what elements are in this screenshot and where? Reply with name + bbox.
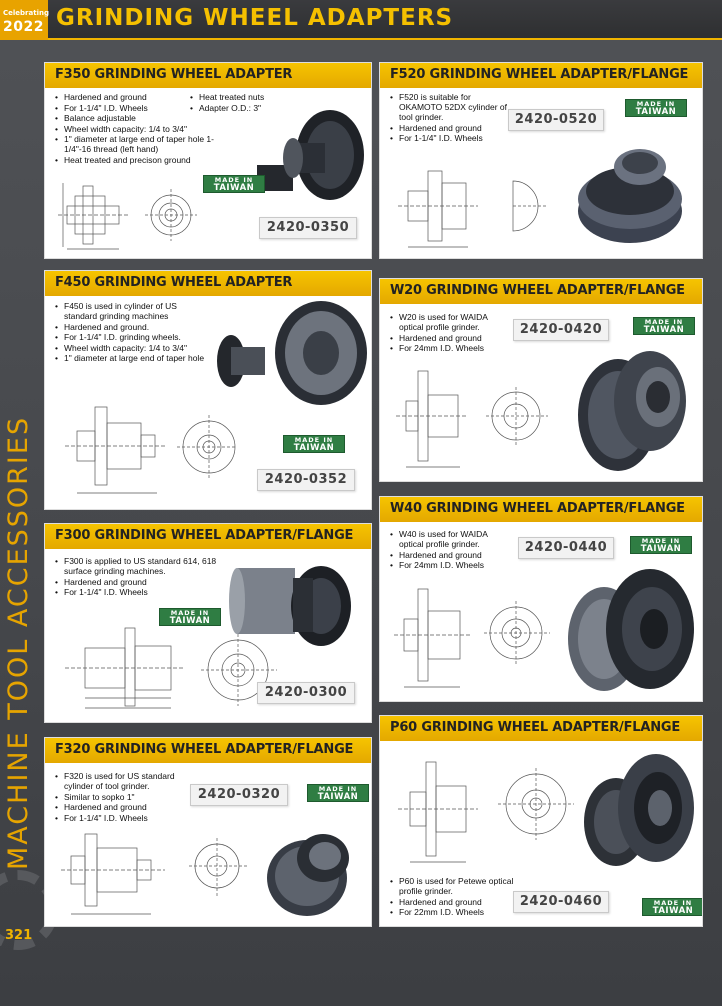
product-photo [576, 746, 700, 880]
product-photo [560, 139, 700, 257]
header-bar [0, 0, 722, 40]
feature-item: • Hardened and ground [390, 333, 510, 343]
product-code: 2420-0460 [513, 891, 609, 913]
feature-item: • Hardened and ground [55, 577, 235, 587]
product-panel-f300 [44, 523, 372, 723]
badge-line2: 2022 [3, 19, 44, 35]
made-in-taiwan-badge: MADE IN TAIWAN [630, 536, 692, 554]
feature-list [390, 92, 508, 144]
feature-item: • Hardened and ground. [55, 322, 205, 332]
panel-header [45, 524, 371, 549]
panel-header [380, 497, 702, 522]
feature-item: • For 1-1/4" I.D. grinding wheels. [55, 332, 205, 342]
technical-drawing [55, 826, 255, 924]
feature-item: • Wheel width capacity: 1/4 to 3/4" [55, 124, 255, 134]
panel-title: F350 GRINDING WHEEL ADAPTER [55, 67, 293, 82]
product-panel-w20 [379, 278, 703, 482]
product-panel-f520 [379, 62, 703, 259]
feature-list [55, 771, 185, 823]
panel-header [45, 738, 371, 763]
product-code: 2420-0440 [518, 537, 614, 559]
feature-item: • F520 is suitable for OKAMOTO 52DX cylinder of tool grinder. [390, 92, 508, 122]
feature-item: • Hardened and ground [390, 897, 514, 907]
panel-title: F320 GRINDING WHEEL ADAPTER/FLANGE [55, 742, 354, 757]
product-code: 2420-0320 [190, 784, 288, 806]
product-photo [203, 299, 371, 409]
feature-list [390, 876, 514, 918]
feature-list [55, 556, 235, 598]
feature-item: • W20 is used for WAIDA optical profile grinder. [390, 312, 510, 332]
panel-header [45, 271, 371, 296]
side-category-text: MACHINE TOOL ACCESSORIES [3, 415, 34, 870]
feature-item: • Balance adjustable [55, 113, 255, 123]
technical-drawing [53, 171, 203, 255]
feature-item: • F320 is used for US standard cylinder of tool grinder. [55, 771, 185, 791]
technical-drawing [57, 397, 237, 507]
feature-item: • 1" diameter at large end of taper hole 1-1/4"-16 thread (left hand) [55, 134, 230, 154]
product-photo [558, 343, 698, 477]
feature-item: • For 24mm I.D. Wheels [390, 560, 514, 570]
feature-item: • Hardened and ground [55, 92, 255, 102]
product-code: 2420-0520 [508, 109, 604, 131]
panel-title: W40 GRINDING WHEEL ADAPTER/FLANGE [390, 501, 685, 516]
product-code: 2420-0352 [257, 469, 355, 491]
panel-title: P60 GRINDING WHEEL ADAPTER/FLANGE [390, 720, 681, 735]
feature-item: • F300 is applied to US standard 614, 618 surface grinding machines. [55, 556, 235, 576]
technical-drawing [388, 581, 558, 697]
product-code: 2420-0300 [257, 682, 355, 704]
made-in-taiwan-badge: MADE IN TAIWAN [307, 784, 369, 802]
technical-drawing [388, 748, 578, 872]
technical-drawing [55, 624, 325, 720]
feature-item: • For 1-1/4" I.D. Wheels [55, 103, 255, 113]
made-in-taiwan-badge: MADE IN TAIWAN [642, 898, 703, 916]
panel-header [45, 63, 371, 88]
celebrating-badge [0, 0, 48, 40]
product-code: 2420-0420 [513, 319, 609, 341]
feature-item: • For 22mm I.D. Wheels [390, 907, 514, 917]
feature-item: • For 24mm I.D. Wheels [390, 343, 510, 353]
made-in-taiwan-badge: MADE IN TAIWAN [159, 608, 221, 626]
product-panel-f450 [44, 270, 372, 510]
feature-item: • Similar to sopko 1" [55, 792, 185, 802]
feature-item: • For 1-1/4" I.D. Wheels [55, 587, 235, 597]
panel-header [380, 279, 702, 304]
product-photo [245, 103, 370, 213]
product-panel-p60 [379, 715, 703, 927]
feature-item: • Heat treated and precison ground [55, 155, 255, 165]
product-code: 2420-0350 [259, 217, 357, 239]
made-in-taiwan-badge: MADE IN TAIWAN [625, 99, 687, 117]
panel-title: F300 GRINDING WHEEL ADAPTER/FLANGE [55, 528, 354, 543]
feature-item: • F450 is used in cylinder of US standard grinding machines [55, 301, 205, 321]
made-in-taiwan-badge: MADE IN TAIWAN [203, 175, 265, 193]
panel-title: F520 GRINDING WHEEL ADAPTER/FLANGE [390, 67, 689, 82]
product-panel-f320 [44, 737, 372, 927]
panel-title: W20 GRINDING WHEEL ADAPTER/FLANGE [390, 283, 685, 298]
page-number: 321 [5, 928, 33, 943]
feature-item: • For 1-1/4" I.D. Wheels [55, 813, 185, 823]
technical-drawing [388, 361, 558, 477]
feature-item: • Heat treated nuts [190, 92, 290, 102]
product-panel-w40 [379, 496, 703, 702]
feature-item: • For 1-1/4" I.D. Wheels [390, 133, 508, 143]
made-in-taiwan-badge: MADE IN TAIWAN [283, 435, 345, 453]
feature-item: • 1" diameter at large end of taper hole [55, 353, 205, 363]
product-photo [255, 818, 369, 924]
feature-item: • P60 is used for Petewe optical profile grinder. [390, 876, 514, 896]
product-photo [560, 559, 700, 699]
feature-list [390, 312, 510, 354]
feature-item: • Hardened and ground [390, 550, 514, 560]
feature-list [55, 301, 205, 364]
badge-line1: Celebrating [3, 9, 49, 17]
feature-item: • Hardened and ground [55, 802, 185, 812]
page-title: GRINDING WHEEL ADAPTERS [56, 5, 454, 31]
product-panel-f350 [44, 62, 372, 259]
panel-header [380, 63, 702, 88]
panel-title: F450 GRINDING WHEEL ADAPTER [55, 275, 293, 290]
feature-item: • W40 is used for WAIDA optical profile grinder. [390, 529, 514, 549]
feature-list [390, 529, 514, 571]
feature-item: • Hardened and ground [390, 123, 508, 133]
technical-drawing [388, 161, 558, 257]
feature-item: • Adapter O.D.: 3" [190, 103, 290, 113]
made-in-taiwan-badge: MADE IN TAIWAN [633, 317, 695, 335]
panel-header [380, 716, 702, 741]
feature-item: • Wheel width capacity: 1/4 to 3/4" [55, 343, 205, 353]
